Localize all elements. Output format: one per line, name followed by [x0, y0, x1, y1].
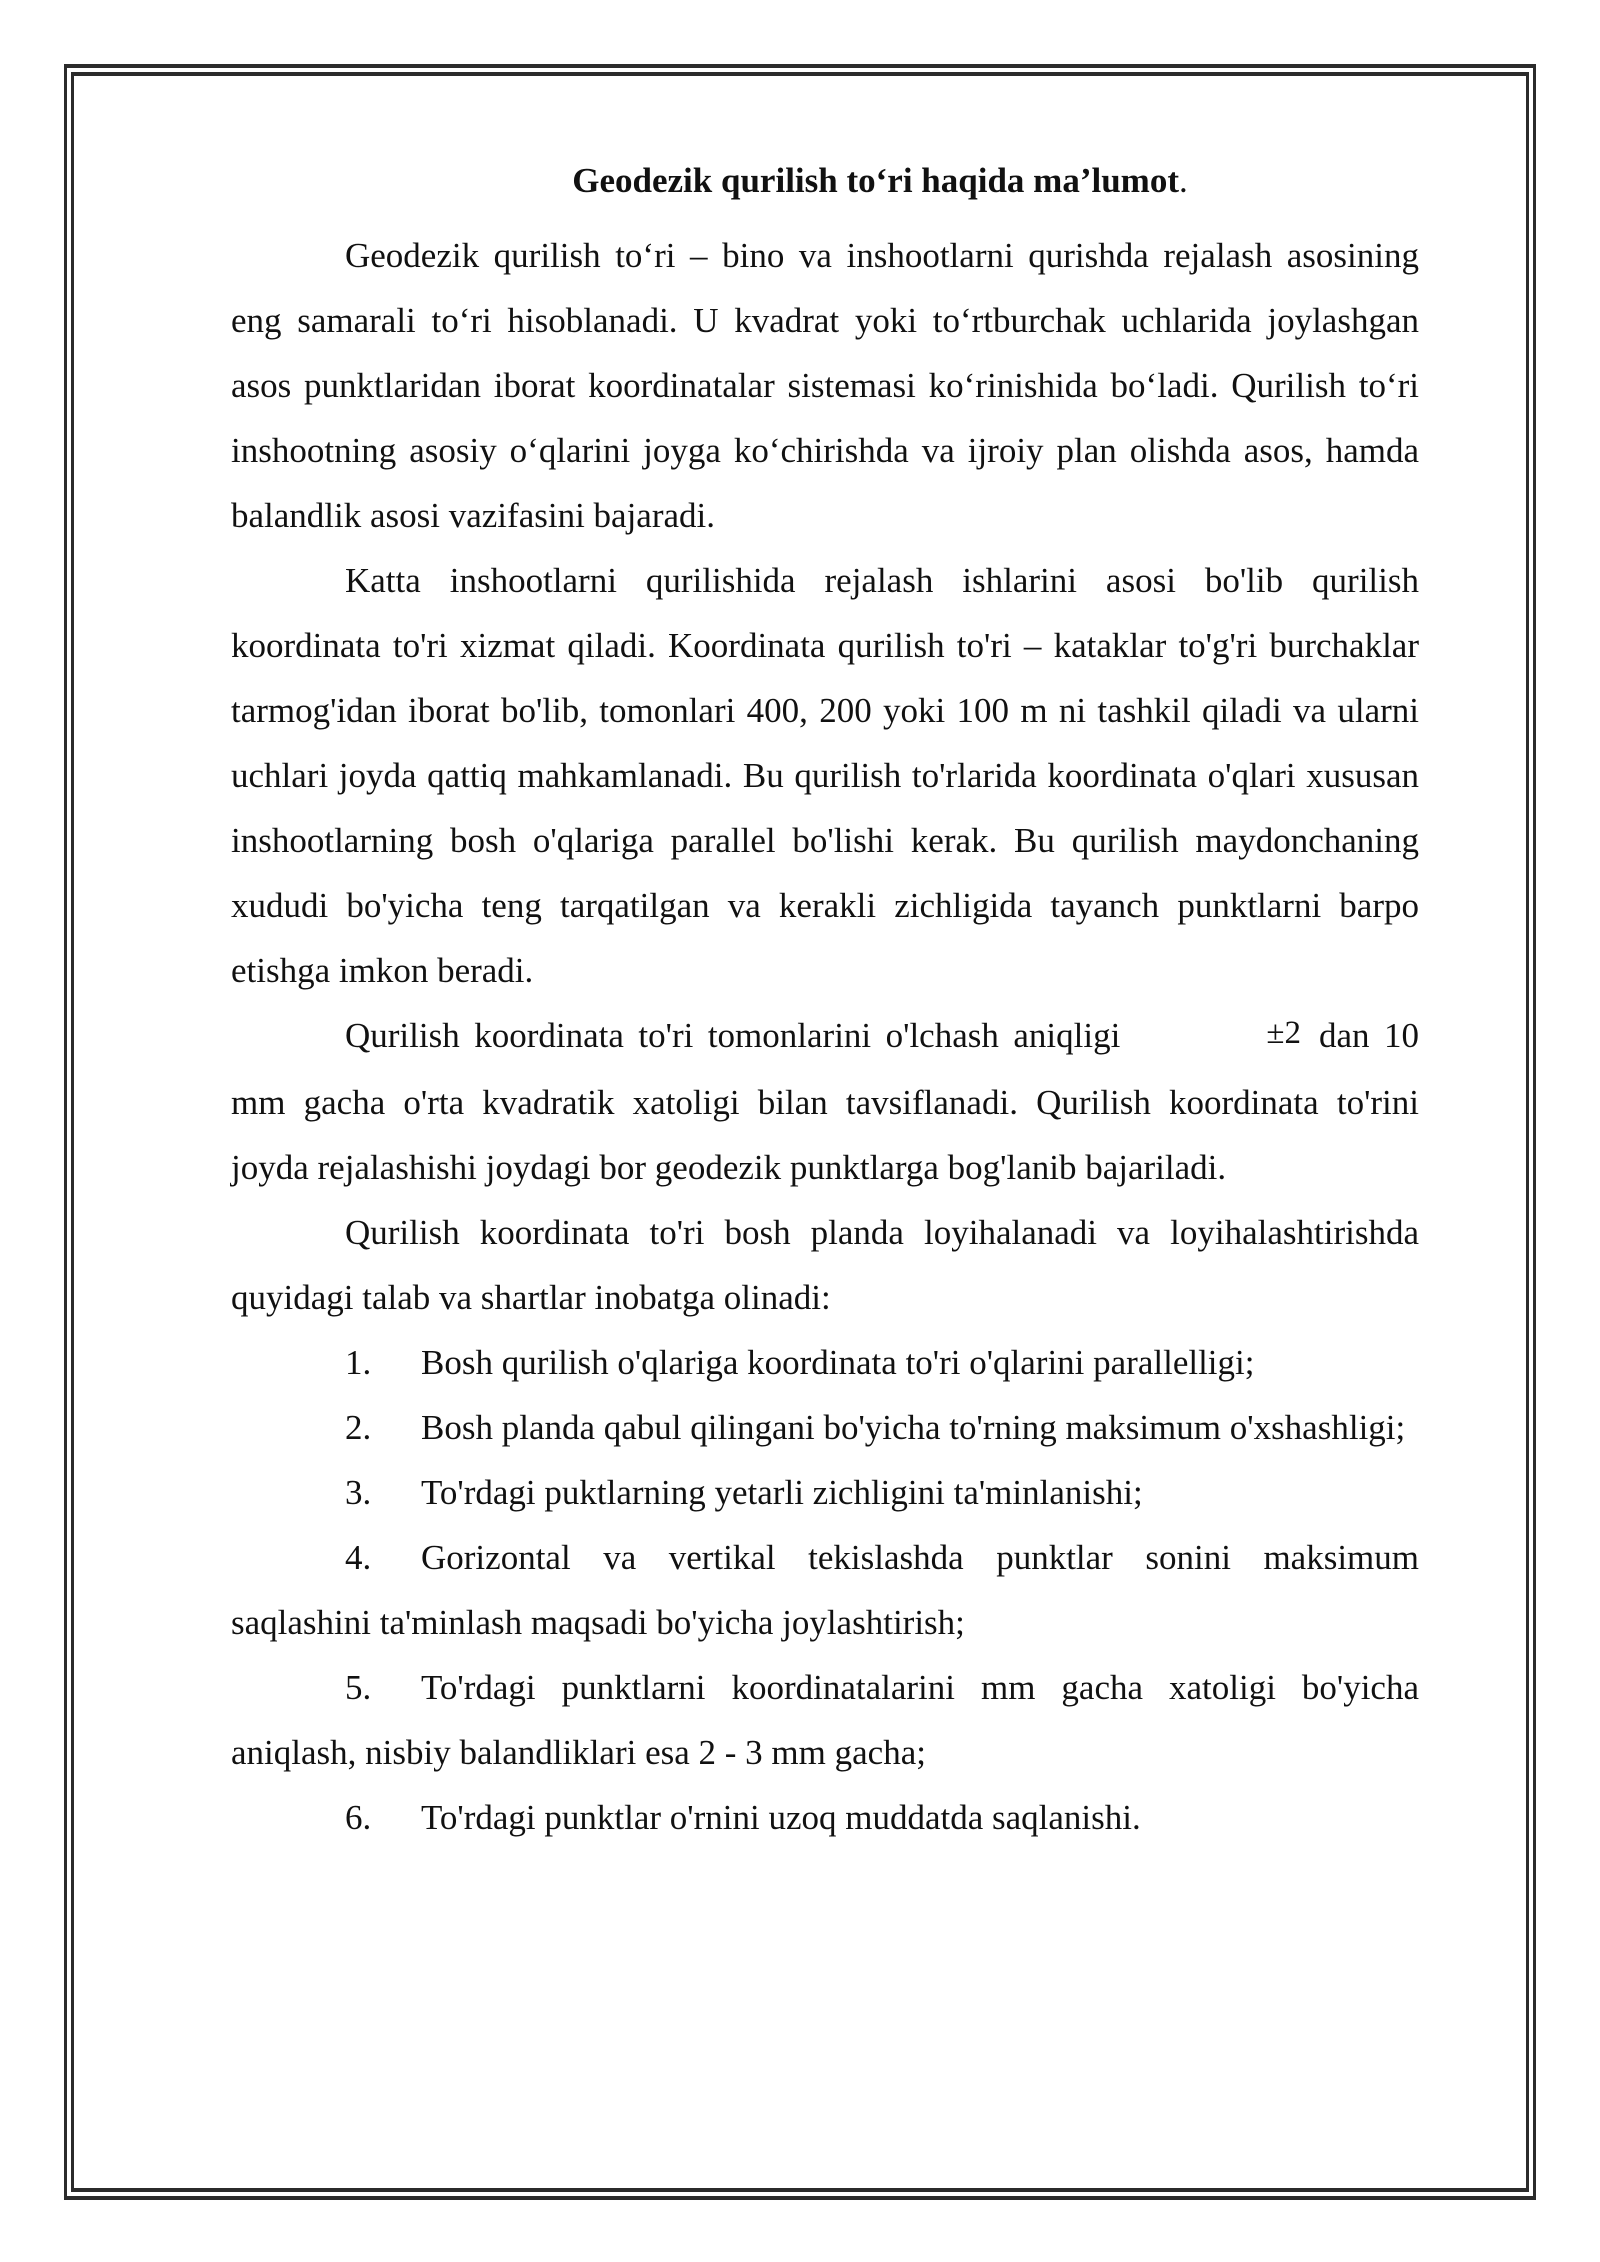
- list-item-text: Bosh planda qabul qilingani bo'yicha to'rning maksimum o'xshashligi;: [421, 1408, 1406, 1447]
- list-item-text: Bosh qurilish o'qlariga koordinata to'ri o'qlarini parallelligi;: [421, 1343, 1255, 1382]
- plus-minus-value: 2: [1284, 1015, 1301, 1051]
- paragraph-definition: Geodezik qurilish to‘ri – bino va inshootlarni qurishda rejalash asosining eng samarali to‘ri hisoblanadi. U kvadrat yoki to‘rtburchak uchlarida joylashgan asos punktlaridan iborat koordinatalar sistemasi ko‘rinishida bo‘ladi. Qurilish to‘ri inshootning asosiy o‘qlarini joyga ko‘chirishda va ijroiy plan olishda asos, hamda balandlik asosi vazifasini bajaradi.: [231, 236, 1419, 535]
- list-item-number: 1.: [345, 1343, 372, 1382]
- paragraph-requirements-intro: Qurilish koordinata to'ri bosh planda loyihalanadi va loyihalashtirishda quyidagi talab va shartlar inobatga olinadi:: [231, 1213, 1419, 1317]
- document-title: [231, 148, 1419, 213]
- plus-minus-formula: [1152, 1001, 1311, 1066]
- title-period: .: [1178, 161, 1188, 200]
- list-item-text: To'rdagi punktlar o'rnini uzoq muddatda saqlanishi.: [421, 1798, 1141, 1837]
- list-item-number: 2.: [345, 1408, 372, 1447]
- document-body: [231, 148, 1419, 1850]
- accuracy-text-after: dan 10 mm gacha o'rta kvadratik xatoligi bilan tavsiflanadi. Qurilish koordinata to'rini joyda rejalashishi joydagi bor geodezik punktlarga bog'lanib bajariladi.: [231, 1016, 1419, 1187]
- list-item-text: To'rdagi puktlarning yetarli zichligini ta'minlanishi;: [421, 1473, 1143, 1512]
- list-item-text: To'rdagi punktlarni koordinatalarini mm gacha xatoligi bo'yicha aniqlash, nisbiy balandliklari esa 2 - 3 mm gacha;: [231, 1668, 1419, 1772]
- list-item: [231, 1655, 1419, 1785]
- paragraph-accuracy: [231, 1003, 1419, 1200]
- title-text: Geodezik qurilish to‘ri haqida ma’lumot: [572, 161, 1179, 200]
- accuracy-text-before: Qurilish koordinata to'ri tomonlarini o'lchash aniqligi: [345, 1016, 1121, 1055]
- list-item: [231, 1785, 1419, 1850]
- list-item: [231, 1330, 1419, 1395]
- paragraph-coordinate-grid: Katta inshootlarni qurilishida rejalash ishlarini asosi bo'lib qurilish koordinata to'ri xizmat qiladi. Koordinata qurilish to'ri – kataklar to'g'ri burchaklar tarmog'idan iborat bo'lib, tomonlari 400, 200 yoki 100 m ni tashkil qiladi va ularni uchlari joyda qattiq mahkamlanadi. Bu qurilish to'rlarida koordinata o'qlari xususan inshootlarning bosh o'qlariga parallel bo'lishi kerak. Bu qurilish maydonchaning xududi bo'yicha teng tarqatilgan va kerakli zichligida tayanch punktlarni barpo etishga imkon beradi.: [231, 561, 1419, 990]
- list-item: [231, 1525, 1419, 1655]
- list-item-number: 4.: [345, 1538, 372, 1577]
- list-item-number: 6.: [345, 1798, 372, 1837]
- list-item-number: 5.: [345, 1668, 372, 1707]
- list-item: [231, 1460, 1419, 1525]
- list-item-number: 3.: [345, 1473, 372, 1512]
- list-item: [231, 1395, 1419, 1460]
- list-item-text: Gorizontal va vertikal tekislashda punktlar sonini maksimum saqlashini ta'minlash maqsadi bo'yicha joylashtirish;: [231, 1538, 1419, 1642]
- plus-minus-symbol: ±: [1266, 1015, 1285, 1051]
